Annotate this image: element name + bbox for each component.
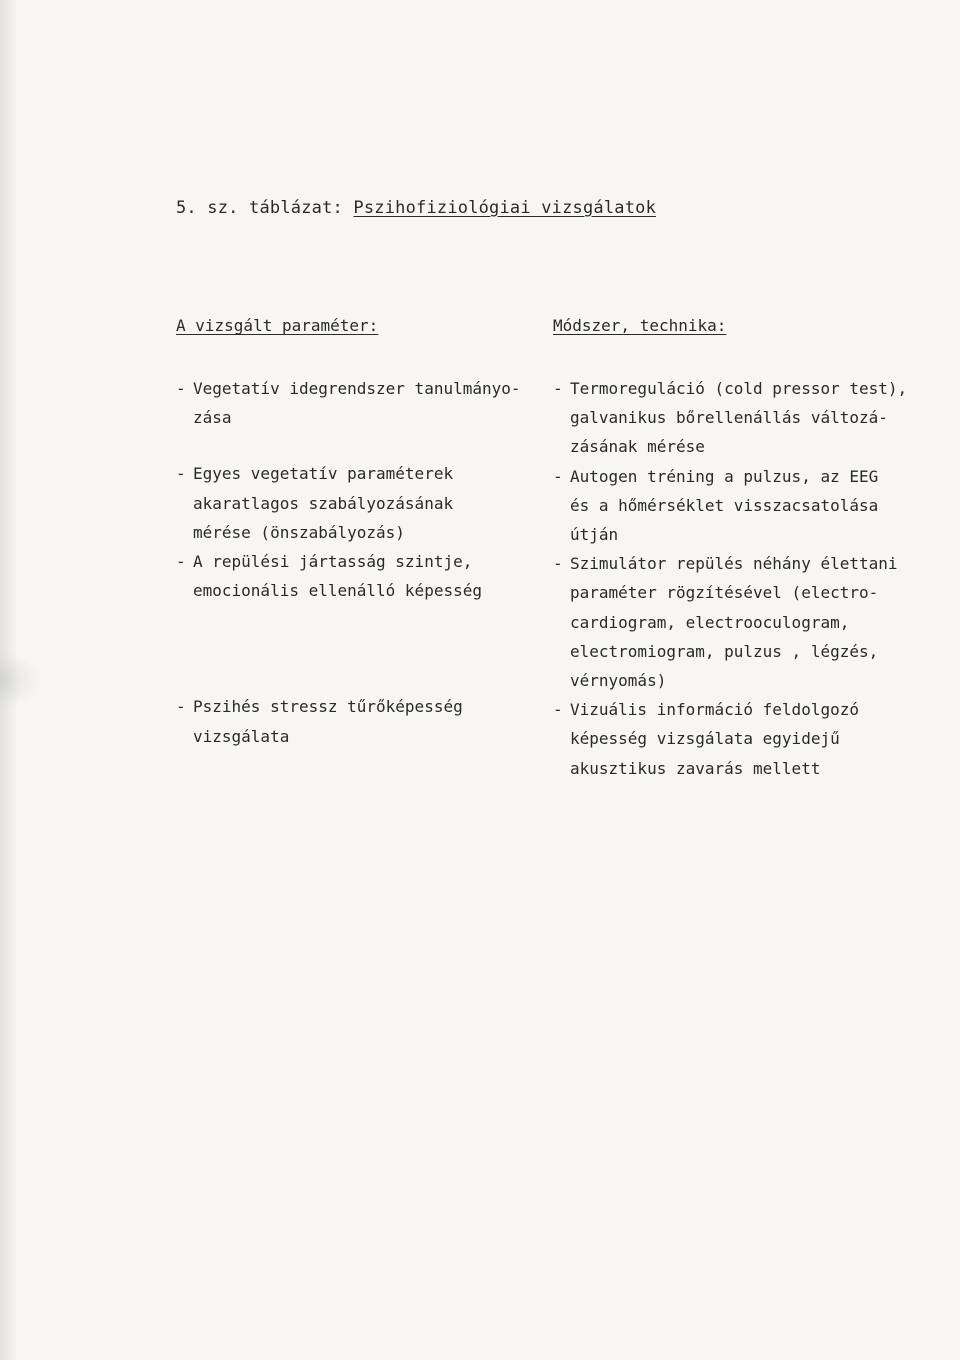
- method-text-line: és a hőmérséklet visszacsatolása: [570, 495, 879, 515]
- method-column-header: Módszer, technika:: [553, 316, 727, 335]
- parameter-item: [176, 547, 536, 605]
- parameter-text-line: emocionális ellenálló képesség: [193, 581, 482, 601]
- list-dash: -: [553, 379, 563, 398]
- method-text-line: Vizuális információ feldolgozó: [570, 700, 859, 720]
- parameter-column-header: A vizsgált paraméter:: [176, 316, 379, 335]
- method-text-line: galvanikus bőrellenállás változá-: [570, 408, 888, 428]
- method-text-line: zásának mérése: [570, 437, 705, 457]
- method-item: [553, 374, 913, 462]
- method-text-line: cardiogram, electrooculogram,: [570, 612, 850, 632]
- spacer: [176, 605, 536, 692]
- parameter-item: [176, 692, 536, 750]
- parameter-text-line: Pszihés stressz tűrőképesség: [193, 697, 463, 717]
- list-dash: -: [176, 552, 186, 572]
- list-dash: -: [553, 466, 563, 486]
- parameter-text-line: A repülési jártasság szintje,: [193, 552, 473, 572]
- method-text-line: vérnyomás): [570, 671, 667, 691]
- list-dash: -: [176, 379, 186, 398]
- method-column: [553, 374, 913, 783]
- list-dash: -: [553, 554, 563, 574]
- parameter-text-line: akaratlagos szabályozásának: [193, 493, 454, 513]
- method-item: [553, 462, 913, 550]
- method-text-line: Autogen tréning a pulzus, az EEG: [570, 466, 879, 486]
- method-text-line: paraméter rögzítésével (electro-: [570, 583, 879, 603]
- method-item: [553, 549, 913, 695]
- parameter-text-line: mérése (önszabályozás): [193, 522, 405, 542]
- method-text-line: útján: [570, 525, 619, 545]
- parameter-text-line: zása: [193, 408, 232, 428]
- method-text-line: akusztikus zavarás mellett: [570, 758, 821, 778]
- method-text-line: Termoreguláció (cold pressor test),: [570, 379, 908, 398]
- parameter-text-line: Vegetatív idegrendszer tanulmányo-: [193, 379, 521, 398]
- table-caption: [176, 198, 656, 218]
- list-dash: -: [553, 700, 563, 720]
- table-number: 5. sz. táblázat:: [176, 198, 343, 218]
- parameter-item: [176, 374, 536, 432]
- method-item: [553, 695, 913, 783]
- parameter-item: [176, 459, 536, 547]
- parameter-text-line: Egyes vegetatív paraméterek: [193, 464, 454, 484]
- parameter-text-line: vizsgálata: [193, 726, 290, 746]
- parameter-column: [176, 374, 536, 751]
- method-text-line: képesség vizsgálata egyidejű: [570, 729, 840, 749]
- table-title: Pszihofiziológiai vizsgálatok: [353, 198, 657, 218]
- list-dash: -: [176, 697, 186, 717]
- list-dash: -: [176, 464, 186, 484]
- method-text-line: Szimulátor repülés néhány élettani: [570, 554, 898, 574]
- method-text-line: electromiogram, pulzus , légzés,: [570, 641, 879, 661]
